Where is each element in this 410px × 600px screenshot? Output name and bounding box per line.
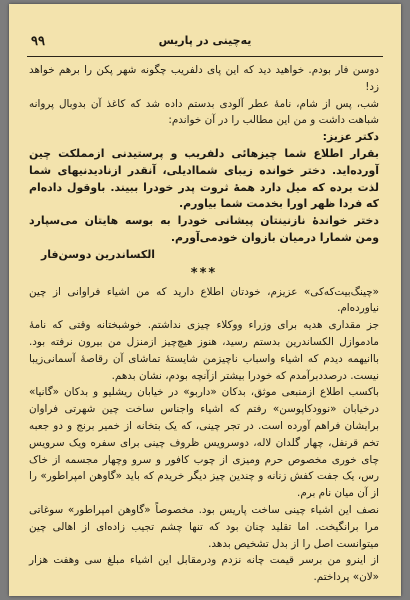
paragraph: شب، پس از شام، نامهٔ عطر آلودی بدستم داده شد که کاغذ آن بدوبال پروانه شباهت داشت و من این مطالب را در آن خواندم: <box>29 97 379 127</box>
paragraph: از اینرو من برسر قیمت چانه نزدم ودرمقابل این اشیاء مبلغ سی وهفت هزار «لان» پرداختم. <box>29 554 379 584</box>
paragraph: «چینگ‌بیت‌که‌کی» عزیزم، خودتان اطلاع دارید که من اشیاء فراوانی از چین نیاورده‌ام. <box>29 285 379 315</box>
letter-salutation: دکتر عزیز: <box>322 130 379 144</box>
letter-paragraph: بقرار اطلاع شما چیزهائی دلفریب و پرستیدنی ازمملکت چین آورده‌اید. دختر خوانده زیبای شماادیلی، آنقدر ازنادیدنیهای شما لذت برده که میل دارد همهٔ ثروت پدر خودرا ببیند. باوقول داده‌ام که فردا ظهر اورا بخدمت شما بیاورم. <box>29 146 379 211</box>
book-page <box>9 4 401 596</box>
paragraph: باکسب اطلاع ازمنبعی موثق، بدکان «داربو» در خیابان ریشلیو و بدکان «گانیا» درخیابان «نوودکاپوسن» رفتم که اشیاء واجناس ساخت چین شهرتی فراوان برایشان فراهم آورده است. در تجر چینی، که یک بتخانه از خمیر برنج و دو جعبه تخم قرنفل، چهار گلدان لاله، دوسرویس ظروف چینی برای سفره ویک سرویس چای خوری مخصوص حرم ومیزی از چوب کافور و سرو وچهار مجسمه از خاک رس، یک جفت کفش زنانه و چندین چیز دیگر خریدم که باید «گاوهن امپراطور» را از آن میان نام برم. <box>29 386 379 500</box>
page-body <box>29 62 379 590</box>
page-number: ۹۹ <box>31 34 45 49</box>
paragraph: جز مقداری هدیه برای وزراء ووکلاء چیزی نداشتم. خوشبختانه وقتی که نامهٔ مادموازل الکساندرین بدستم رسید، هنوز هیچ‌چیز ازمنزل من بیرون نرفته بود. باانیهمه دیدم که اشیاء واسباب ناچیزمن شایستهٔ تماشای آن رقاصهٔ آسمانی‌زیبا نیست. درصددبرآمدم که خودرا بیشتر ازآنچه بودم، نشان بدهم. <box>29 319 379 382</box>
running-title: یه‌چینی در پاریس <box>158 34 252 47</box>
paragraph: دوسن فار بودم. خواهید دید که این پای دلفریب چگونه شهر پکن را برهم خواهد زد! <box>29 64 379 93</box>
section-divider: *** <box>190 265 218 281</box>
letter-signature: الکساندرین دوسن‌فار <box>41 247 156 261</box>
letter-paragraph: دختر خواندهٔ نازنینتان پیشانی خودرا به بوسه هایتان می‌سپارد ومن شمارا درمیان بازوان خودمی‌آورم. <box>29 214 379 244</box>
page-header <box>27 34 383 57</box>
paragraph: نصف این اشیاء چینی ساخت پاریس بود. مخصوصاً «گاوهن امپراطور» سوغاتی مرا برانگیخت. اما تقلید چنان بود که تنها چشم تجیب زاده‌ای از اهالی چین میتوانست اصل را از بدل تشخیص بدهد. <box>29 503 379 550</box>
